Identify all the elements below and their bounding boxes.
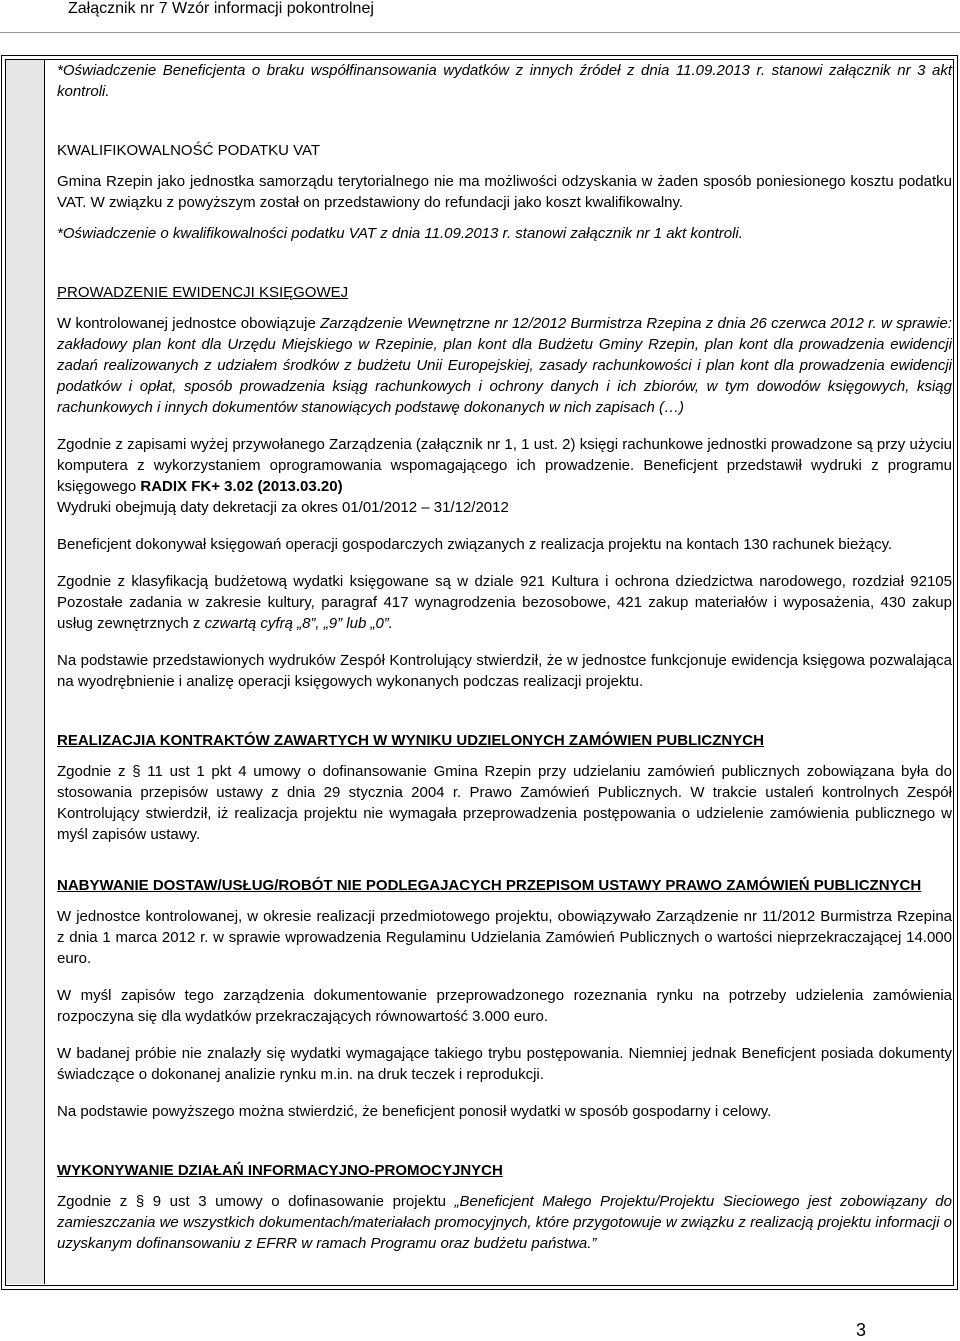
purchasing-paragraph-1: W jednostce kontrolowanej, w okresie realizacji przedmiotowego projektu, obowiązywało Zarządzenie nr 11/2012 Burmistrza Rzepina z dnia 1 marca 2012 r. w sprawie wprowadzenia Regulaminu Udzielania Zamówień Publicznych o wartości nieprzekraczającej 14.000 euro. (57, 908, 952, 967)
statement-note-1: *Oświadczenie Beneficjenta o braku współfinansowania wydatków z innych źródeł z dnia 11.09.2013 r. stanowi załącznik nr 3 akt kontroli. (57, 62, 952, 100)
page-number: 3 (856, 1320, 867, 1340)
promotion-quote: „Beneficjent Małego Projektu/Projektu Sieciowego jest zobowiązany do zamieszczania we wszystkich dokumentach/materiałach promocyjnych, które przygotowuje w związku z realizacją projektu informacji o uzyskanym dofinansowaniu z EFRR w ramach Programu oraz budżetu państwa.” (57, 1193, 952, 1252)
vat-heading: KWALIFIKOWALNOŚĆ PODATKU VAT (57, 142, 321, 159)
accounting-p2-text: Zgodnie z zapisami wyżej przywołanego Zarządzenia (załącznik nr 1, 1 ust. 2) księgi rachunkowe jednostki prowadzone są przy użyciu komputera z wykorzystaniem oprogramowania wspomagającego ich prowadzenie. Beneficjent przedstawił wydruki z programu księgowego (57, 436, 952, 495)
document-header: Załącznik nr 7 Wzór informacji pokontrolnej (68, 0, 374, 17)
report-content (57, 60, 952, 1254)
accounting-p1-regulation: Zarządzenie Wewnętrzne nr 12/2012 Burmistrza Rzepina z dnia 26 czerwca 2012 r. w sprawie: zakładowy plan kont dla Urzędu Miejskiego w Rzepinie, plan kont dla Budżetu Gminy Rzepin, plan kont dla prowadzenia ewidencji zadań realizowanych z udziałem środków z budżetu Unii Europejskiej, zasady rachunkowości i plan kont dla prowadzenia ewidencji podatków i opłat, sposób prowadzenia ksiąg rachunkowych i ochrony danych i ich zbiorów, w tym dowodów księgowych, ksiąg rachunkowych i innych dokumentów stanowiących podstawę dokonanych w nich zapisach (…) (57, 315, 952, 416)
accounting-paragraph-2 (57, 434, 952, 518)
accounting-heading: PROWADZENIE EWIDENCJI KSIĘGOWEJ (57, 284, 349, 301)
accounting-paragraph-3: Beneficjent dokonywał księgowań operacji gospodarczych związanych z realizacja projektu na kontach 130 rachunek bieżący. (57, 536, 893, 553)
purchasing-paragraph-2: W myśl zapisów tego zarządzenia dokumentowanie przeprowadzonego rozeznania rynku na potrzeby udzielenia zamówienia rozpoczyna się dla wydatków przekraczających równowartość 3.000 euro. (57, 987, 952, 1025)
promotion-heading: WYKONYWANIE DZIAŁAŃ INFORMACYJNO-PROMOCYJNYCH (57, 1162, 503, 1179)
accounting-p2-dates: Wydruki obejmują daty dekretacji za okres 01/01/2012 – 31/12/2012 (57, 499, 509, 516)
accounting-paragraph-5: Na podstawie przedstawionych wydruków Zespół Kontrolujący stwierdził, że w jednostce funkcjonuje ewidencja księgowa pozwalająca na wyodrębnienie i analizę operacji księgowych wykonanych podczas realizacji projektu. (57, 652, 952, 690)
accounting-p1-lead: W kontrolowanej jednostce obowiązuje (57, 315, 321, 332)
promotion-lead: Zgodnie z § 9 ust 3 umowy o dofinasowanie projektu (57, 1193, 455, 1210)
accounting-paragraph-4 (57, 571, 952, 634)
vat-statement-note: *Oświadczenie o kwalifikowalności podatku VAT z dnia 11.09.2013 r. stanowi załącznik nr 1 akt kontroli. (57, 225, 743, 242)
contracts-paragraph: Zgodnie z § 11 ust 1 pkt 4 umowy o dofinansowanie Gmina Rzepin przy udzielaniu zamówień publicznych zobowiązana była do stosowania przepisów ustawy z dnia 29 stycznia 2004 r. Prawo Zamówień Publicznych. W trakcie ustaleń kontrolnych Zespół Kontrolujący stwierdził, iż realizacja projektu nie wymagała przeprowadzenia postępowania o udzielenie zamówienia publicznego w myśl zapisów ustawy. (57, 763, 952, 843)
header-rule (0, 32, 960, 33)
accounting-p4-digits: czwartą cyfrą „8”, „9” lub „0”. (204, 615, 393, 632)
promotion-paragraph (57, 1191, 952, 1254)
purchasing-paragraph-3: W badanej próbie nie znalazły się wydatki wymagające takiego trybu postępowania. Niemniej jednak Beneficjent posiada dokumenty świadczące o dokonanej analizie rynku m.in. na druk teczek i reprodukcji. (57, 1045, 952, 1083)
left-shaded-column (6, 60, 45, 1284)
accounting-paragraph-1 (57, 313, 952, 418)
vat-paragraph: Gmina Rzepin jako jednostka samorządu terytorialnego nie ma możliwości odzyskania w żaden sposób poniesionego kosztu podatku VAT. W związku z powyższym został on przedstawiony do refundacji jako koszt kwalifikowalny. (57, 173, 952, 211)
accounting-p4-text: Zgodnie z klasyfikacją budżetową wydatki księgowane są w dziale 921 Kultura i ochrona dziedzictwa narodowego, rozdział 92105 Pozostałe zadania w zakresie kultury, paragraf 417 wynagrodzenia bezosobowe, 421 zakup materiałów i wyposażenia, 430 zakup usług zewnętrznych z (57, 573, 952, 632)
accounting-software: RADIX FK+ 3.02 (2013.03.20) (140, 478, 343, 495)
purchasing-paragraph-4: Na podstawie powyższego można stwierdzić, że beneficjent ponosił wydatki w sposób gospodarny i celowy. (57, 1103, 772, 1120)
purchasing-heading: NABYWANIE DOSTAW/USŁUG/ROBÓT NIE PODLEGAJACYCH PRZEPISOM USTAWY PRAWO ZAMÓWIEŃ PUBLICZNYCH (57, 877, 922, 894)
contracts-heading: REALIZACJIA KONTRAKTÓW ZAWARTYCH W WYNIKU UDZIELONYCH ZAMÓWIEN PUBLICZNYCH (57, 732, 764, 749)
